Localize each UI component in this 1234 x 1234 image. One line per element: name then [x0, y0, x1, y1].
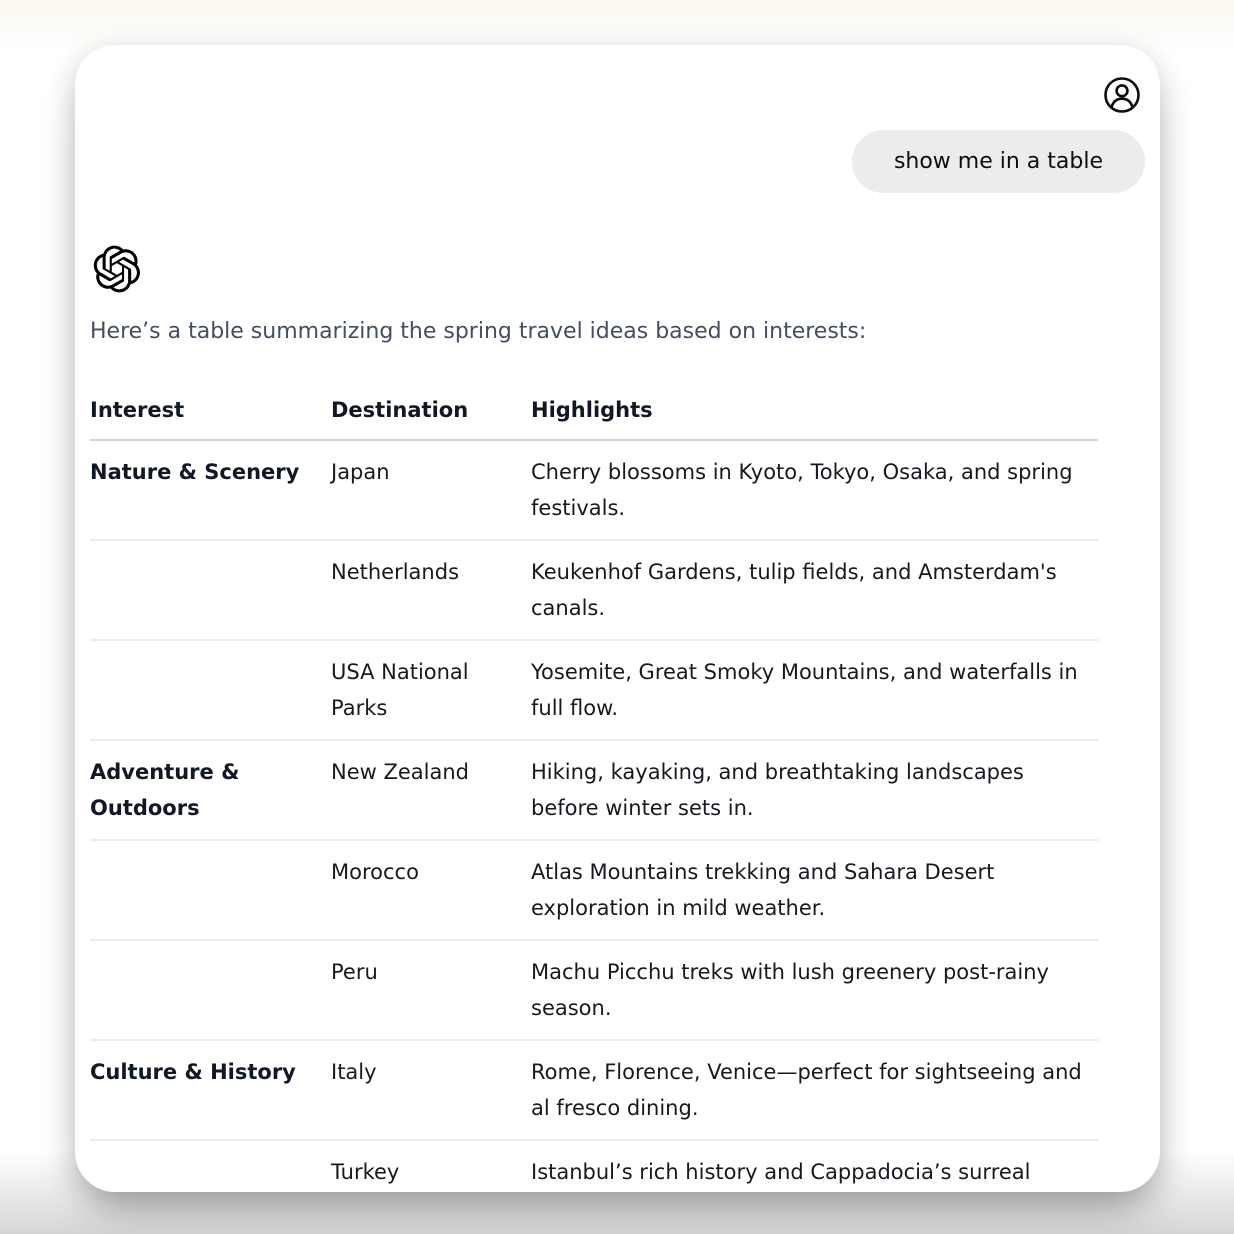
column-header-destination: Destination	[331, 398, 469, 422]
cell-highlights: Rome, Florence, Venice—perfect for sightseeing and al fresco dining.	[531, 1060, 1082, 1120]
cell-highlights: Atlas Mountains trekking and Sahara Desert exploration in mild weather.	[531, 860, 995, 920]
table-row	[90, 441, 1098, 541]
table-row	[90, 941, 1098, 1041]
column-header-highlights: Highlights	[531, 398, 653, 422]
user-message-bubble: show me in a table	[852, 130, 1145, 193]
user-avatar-row	[90, 45, 1145, 114]
cell-destination: Peru	[331, 960, 378, 984]
cell-destination: Netherlands	[331, 560, 460, 584]
cell-interest	[90, 654, 331, 726]
user-avatar-icon	[1103, 76, 1141, 114]
table-row	[90, 541, 1098, 641]
cell-highlights: Keukenhof Gardens, tulip fields, and Amsterdam's canals.	[531, 560, 1057, 620]
table-row	[90, 641, 1098, 741]
assistant-intro-text: Here’s a table summarizing the spring travel ideas based on interests:	[90, 319, 867, 344]
cell-destination: USA National Parks	[331, 660, 469, 720]
cell-interest	[90, 554, 331, 626]
table-row	[90, 841, 1098, 941]
cell-destination: Morocco	[331, 860, 419, 884]
cell-highlights: Hiking, kayaking, and breathtaking landscapes before winter sets in.	[531, 760, 1024, 820]
cell-highlights: Istanbul’s rich history and Cappadocia’s surreal	[531, 1160, 1031, 1184]
table-row	[90, 1141, 1098, 1192]
cell-interest: Culture & History	[90, 1060, 296, 1084]
travel-table	[90, 391, 1098, 1192]
cell-destination: Turkey	[331, 1160, 400, 1184]
cell-highlights: Machu Picchu treks with lush greenery post-rainy season.	[531, 960, 1049, 1020]
column-header-interest: Interest	[90, 398, 185, 422]
cell-highlights: Yosemite, Great Smoky Mountains, and waterfalls in full flow.	[531, 660, 1078, 720]
cell-destination: Japan	[331, 460, 390, 484]
table-row	[90, 1041, 1098, 1141]
cell-interest	[90, 854, 331, 926]
openai-logo-icon	[93, 245, 141, 293]
cell-interest	[90, 1154, 331, 1190]
cell-interest	[90, 954, 331, 1026]
cell-highlights: Cherry blossoms in Kyoto, Tokyo, Osaka, and spring festivals.	[531, 460, 1073, 520]
user-avatar-button[interactable]	[1103, 76, 1141, 114]
travel-table-body	[90, 441, 1098, 1192]
user-message	[90, 130, 1145, 193]
cell-interest: Nature & Scenery	[90, 460, 300, 484]
cell-destination: New Zealand	[331, 760, 469, 784]
chat-card	[75, 45, 1160, 1192]
cell-interest: Adventure & Outdoors	[90, 760, 240, 820]
table-header-row	[90, 391, 1098, 441]
table-row	[90, 741, 1098, 841]
cell-destination: Italy	[331, 1060, 377, 1084]
